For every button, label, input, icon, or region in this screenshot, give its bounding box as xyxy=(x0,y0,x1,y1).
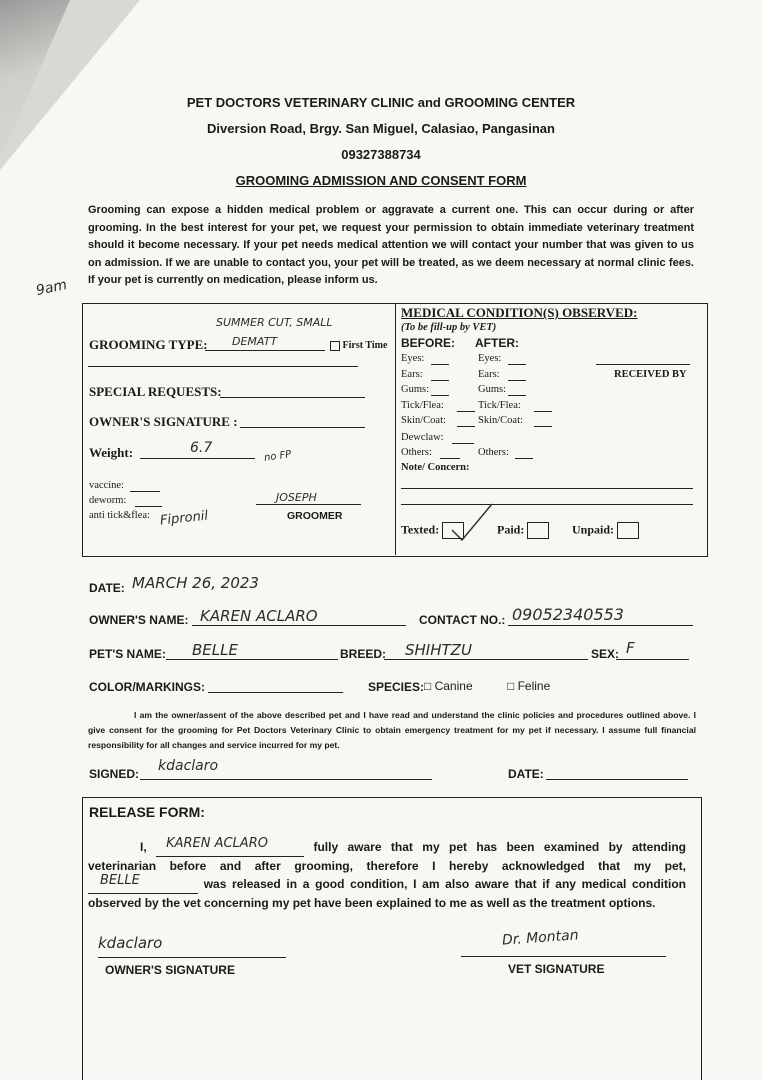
medical-before-label: Ears: xyxy=(401,368,423,380)
medical-after-field[interactable] xyxy=(508,364,526,365)
signed-signature[interactable]: kdaclaro xyxy=(158,758,219,774)
medical-after-label: Tick/Flea: xyxy=(478,399,521,411)
grooming-type-line-2 xyxy=(88,366,358,367)
release-text-a: I, xyxy=(140,840,147,854)
medical-before-field[interactable] xyxy=(431,364,449,365)
medical-before-field[interactable] xyxy=(457,411,475,412)
release-paragraph xyxy=(88,838,686,912)
breed-label: BREED: xyxy=(340,647,387,661)
feline-checkbox[interactable]: □ xyxy=(507,679,515,693)
feline-option[interactable] xyxy=(507,679,550,693)
vet-signature-label: VET SIGNATURE xyxy=(508,962,605,976)
owner-name-label: OWNER'S NAME: xyxy=(89,613,189,627)
pet-name-value[interactable]: BELLE xyxy=(192,641,238,659)
texted-label: Texted: xyxy=(401,522,440,537)
owner-name-value[interactable]: KAREN ACLARO xyxy=(200,607,318,625)
others-after-label: Others: xyxy=(478,447,509,458)
owner-signature-line xyxy=(98,957,286,958)
weight-label: Weight: xyxy=(89,445,134,460)
intro-paragraph: Grooming can expose a hidden medical problem or aggravate a current one. This can occur during or after grooming. In the best interest for your pet, we request your permission to obtain immediate veterinary treatment should it become necessary. If your pet needs medical attention we will contact your number that was given to us on admission. If we are unable to contact you, your pet will be treated, as we deem necessary at normal clinic fees. If your pet is currently on medication, please inform us. xyxy=(88,204,694,286)
form-title: GROOMING ADMISSION AND CONSENT FORM xyxy=(235,173,527,188)
canine-option[interactable] xyxy=(424,679,473,693)
pet-name-label: PET'S NAME: xyxy=(89,647,166,661)
signed-label: SIGNED: xyxy=(89,767,140,781)
grooming-type-line xyxy=(205,350,325,351)
weight-value[interactable]: 6.7 xyxy=(190,440,213,456)
color-field[interactable] xyxy=(208,692,343,693)
medical-before-label: Skin/Coat: xyxy=(401,415,446,426)
unpaid-checkbox[interactable] xyxy=(617,522,639,539)
medical-after-label: Ears: xyxy=(478,368,500,380)
note-label: Note/ Concern: xyxy=(401,462,470,473)
received-by-line xyxy=(596,364,690,365)
before-label: BEFORE: xyxy=(401,336,455,350)
weight-note: no FP xyxy=(263,449,293,464)
owner-signature-label: OWNER'S SIGNATURE : xyxy=(89,414,238,429)
medical-before-label: Gums: xyxy=(401,384,430,395)
consent-text: I am the owner/assent of the above described pet and I have read and understand the clinic policies and procedures outlined above. I give consent for the grooming for Pet Doctors Veterinary Clinic to obtain emergency treatment for my pet if necessary. I assume full financial responsibility for all changes and service incurred for my pet. xyxy=(88,710,696,750)
grooming-type-value[interactable]: DEMATT xyxy=(232,335,278,348)
signed-line xyxy=(140,779,432,780)
antitick-value[interactable]: Fipronil xyxy=(159,508,209,529)
owner-signature[interactable]: kdaclaro xyxy=(98,934,163,952)
medical-subtitle: (To be fill-up by VET) xyxy=(401,322,497,333)
owner-signature-label: OWNER'S SIGNATURE xyxy=(105,963,235,977)
date2-field[interactable] xyxy=(546,779,688,780)
release-pet-line[interactable] xyxy=(88,875,198,894)
clinic-address: Diversion Road, Brgy. San Miguel, Calasiao, Pangasinan xyxy=(207,121,555,136)
medical-after-field[interactable] xyxy=(534,426,552,427)
first-time-option[interactable] xyxy=(330,340,387,351)
special-requests-field[interactable] xyxy=(220,397,365,398)
vaccine-field[interactable] xyxy=(130,491,160,492)
dewclaw-label: Dewclaw: xyxy=(401,432,444,443)
medical-before-field[interactable] xyxy=(431,395,449,396)
section-divider xyxy=(395,303,396,555)
date-value[interactable]: MARCH 26, 2023 xyxy=(132,574,259,592)
clinic-name: PET DOCTORS VETERINARY CLINIC and GROOMING CENTER xyxy=(186,95,576,110)
first-time-label: First Time xyxy=(342,340,388,351)
unpaid-option[interactable] xyxy=(572,522,639,539)
feline-label: Feline xyxy=(517,679,551,693)
note-line-1[interactable] xyxy=(401,488,693,489)
special-requests-label: SPECIAL REQUESTS: xyxy=(89,384,222,399)
clinic-phone: 09327388734 xyxy=(341,147,421,162)
release-title: RELEASE FORM: xyxy=(89,804,205,820)
received-by-label: RECEIVED BY xyxy=(614,369,687,380)
contact-line xyxy=(508,625,693,626)
paid-checkbox[interactable] xyxy=(527,522,549,539)
medical-after-field[interactable] xyxy=(508,395,526,396)
paid-label: Paid: xyxy=(497,522,525,537)
breed-value[interactable]: SHIHTZU xyxy=(405,641,472,659)
dewclaw-field[interactable] xyxy=(452,443,474,444)
vet-signature[interactable]: Dr. Montan xyxy=(501,927,580,949)
first-time-checkbox[interactable] xyxy=(330,341,340,351)
color-label: COLOR/MARKINGS: xyxy=(89,680,205,694)
canine-checkbox[interactable]: □ xyxy=(424,679,432,693)
paid-option[interactable] xyxy=(497,522,549,539)
grooming-type-note: SUMMER CUT, SMALL xyxy=(216,316,333,329)
owner-name-line xyxy=(192,625,406,626)
grooming-type-label: GROOMING TYPE: xyxy=(89,337,208,352)
medical-after-field[interactable] xyxy=(534,411,552,412)
medical-after-label: Gums: xyxy=(478,384,507,395)
groomer-name: JOSEPH xyxy=(276,491,317,504)
date-label: DATE: xyxy=(89,581,125,595)
date2-label: DATE: xyxy=(508,767,544,781)
deworm-field[interactable] xyxy=(135,506,162,507)
others-before-label: Others: xyxy=(401,447,432,458)
after-label: AFTER: xyxy=(475,336,519,350)
sex-value[interactable]: F xyxy=(626,639,635,657)
breed-line xyxy=(384,659,588,660)
sex-label: SEX: xyxy=(591,647,620,661)
medical-before-label: Tick/Flea: xyxy=(401,399,444,411)
contact-value[interactable]: 09052340553 xyxy=(512,605,624,624)
consent-paragraph xyxy=(88,708,696,753)
medical-after-field[interactable] xyxy=(508,380,526,381)
others-before-field[interactable] xyxy=(440,458,460,459)
species-label: SPECIES: xyxy=(368,680,425,694)
others-after-field[interactable] xyxy=(515,458,533,459)
contact-label: CONTACT NO.: xyxy=(419,613,506,627)
note-line-2[interactable] xyxy=(401,504,693,505)
medical-before-label: Eyes: xyxy=(401,353,425,364)
release-text-b: fully aware that my pet has been examined by attending veterinarian before and after grooming, therefore I hereby acknowledged that my pet, xyxy=(88,840,686,873)
medical-before-field[interactable] xyxy=(457,426,475,427)
release-owner-line[interactable] xyxy=(156,838,304,857)
unpaid-label: Unpaid: xyxy=(572,522,615,537)
groomer-label: GROOMER xyxy=(287,510,343,522)
vaccine-label: vaccine: xyxy=(89,480,124,491)
antitick-label: anti tick&flea: xyxy=(89,510,150,521)
weight-line xyxy=(140,458,255,459)
texted-checkmark xyxy=(448,500,496,544)
sex-line xyxy=(616,659,689,660)
pet-name-line xyxy=(166,659,338,660)
groomer-line xyxy=(256,504,361,505)
canine-label: Canine xyxy=(434,679,473,693)
medical-after-label: Skin/Coat: xyxy=(478,415,523,426)
margin-note: 9am xyxy=(34,276,69,300)
release-text-c: was released in a good condition, I am also aware that if any medical condition observed by the vet concerning my pet have been explained to me as well as the treatment options. xyxy=(88,877,686,910)
medical-after-label: Eyes: xyxy=(478,353,502,364)
deworm-label: deworm: xyxy=(89,495,127,506)
release-pet-fill[interactable]: BELLE xyxy=(100,873,140,888)
release-owner-fill[interactable]: KAREN ACLARO xyxy=(166,836,268,851)
owner-signature-field[interactable] xyxy=(240,427,365,428)
vet-signature-line xyxy=(461,956,666,957)
medical-title: MEDICAL CONDITION(S) OBSERVED: xyxy=(401,305,638,320)
medical-before-field[interactable] xyxy=(431,380,449,381)
